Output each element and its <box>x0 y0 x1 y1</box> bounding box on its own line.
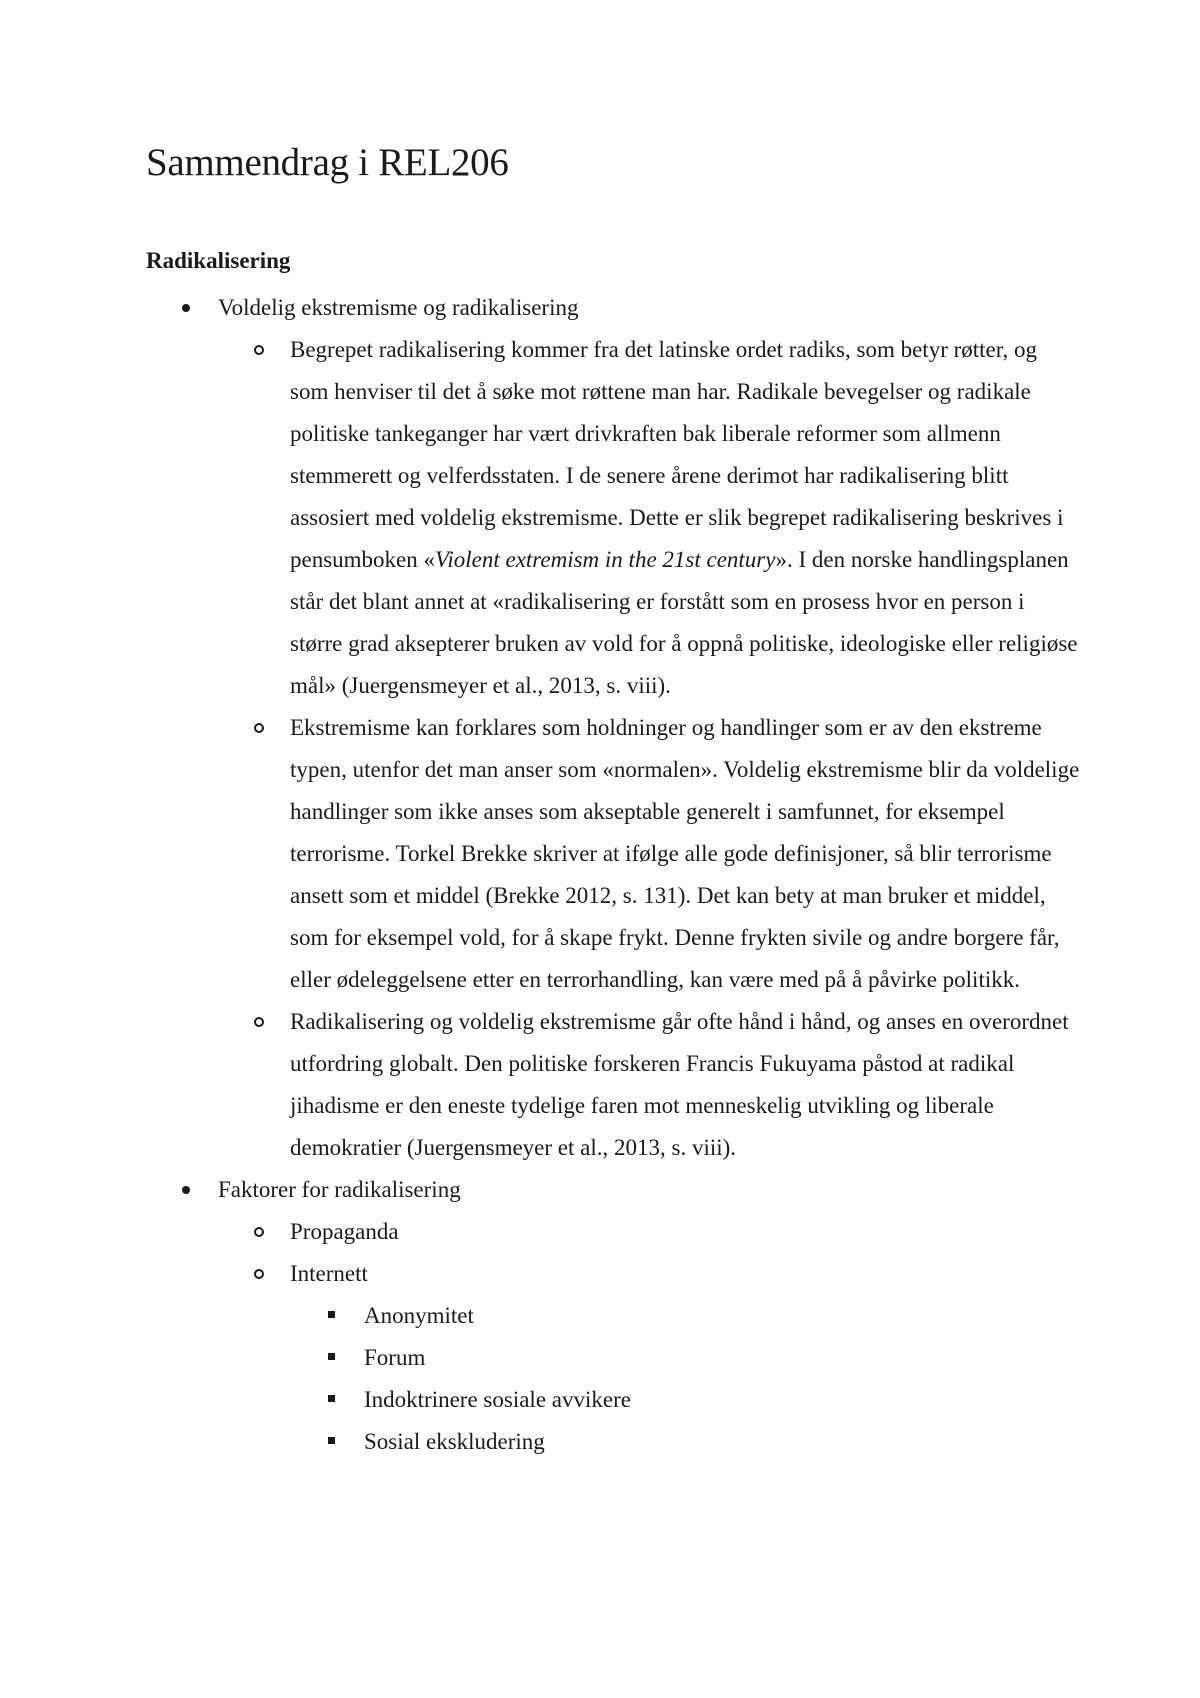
sub-sub-item <box>290 1421 1066 1463</box>
sub-item-internett <box>218 1253 1066 1463</box>
bullet-circle-icon <box>254 1017 264 1027</box>
paragraph-text <box>290 329 1080 707</box>
bullet-circle-icon <box>254 1227 264 1237</box>
paragraph-text: Radikalisering og voldelig ekstremisme går ofte hånd i hånd, og anses en overordnet utfordring globalt. Den politiske forskeren Francis Fukuyama påstod at radikal jihadisme er den eneste tydelige faren mot menneskelig utvikling og liberale demokratier (Juergensmeyer et al., 2013, s. viii). <box>290 1009 1069 1160</box>
sub-sub-item-label: Indoktrinere sosiale avvikere <box>364 1387 631 1412</box>
section-heading: Radikalisering <box>146 248 291 273</box>
sub-item-label: Propaganda <box>290 1219 399 1244</box>
bullet-square-icon <box>328 1395 335 1402</box>
sub-sub-item <box>290 1379 1066 1421</box>
sub-item-radikalisering <box>218 1001 1069 1169</box>
sub-sub-bullet-list <box>290 1295 1066 1463</box>
list-item-voldelig-ekstremisme <box>146 287 1080 1169</box>
paragraph-part: ». I den norske handlingsplanen står det blant annet at «radikalisering er forstått som en prosess hvor en person i større grad aksepterer bruken av vold for å oppnå politiske, ideologiske eller religiøse mål» (Juergensmeyer et al., 2013, s. viii). <box>290 547 1078 698</box>
bullet-square-icon <box>328 1437 335 1444</box>
sub-sub-item-label: Anonymitet <box>364 1303 474 1328</box>
bullet-square-icon <box>328 1353 335 1360</box>
list-item-label: Faktorer for radikalisering <box>218 1177 461 1202</box>
sub-item-label: Internett <box>290 1261 368 1286</box>
list-item-label: Voldelig ekstremisme og radikalisering <box>218 295 579 320</box>
bullet-square-icon <box>328 1311 335 1318</box>
bullet-circle-icon <box>254 345 264 355</box>
sub-bullet-list <box>218 329 1080 1169</box>
bullet-dot-icon <box>182 1186 190 1194</box>
main-bullet-list <box>146 287 1080 1463</box>
bullet-circle-icon <box>254 1269 264 1279</box>
sub-item-propaganda <box>218 1211 1066 1253</box>
list-item-faktorer <box>146 1169 1066 1463</box>
sub-item-ekstremisme <box>218 707 1080 1001</box>
sub-sub-item <box>290 1295 1066 1337</box>
sub-sub-item <box>290 1337 1066 1379</box>
document-title: Sammendrag i REL206 <box>146 141 509 184</box>
paragraph-text: Ekstremisme kan forklares som holdninger og handlinger som er av den ekstreme typen, utenfor det man anser som «normalen». Voldelig ekstremisme blir da voldelige handlinger som ikke anses som akseptable generelt i samfunnet, for eksempel terrorisme. Torkel Brekke skriver at ifølge alle gode definisjoner, så blir terrorisme ansett som et middel (Brekke 2012, s. 131). Det kan bety at man bruker et middel, som for eksempel vold, for å skape frykt. Denne frykten sivile og andre borgere får, eller ødeleggelsene etter en terrorhandling, kan være med på å påvirke politikk. <box>290 715 1080 992</box>
sub-item-begrepet <box>218 329 1078 707</box>
sub-sub-item-label: Sosial ekskludering <box>364 1429 545 1454</box>
book-title-italic: Violent extremism in the 21st century <box>435 547 776 572</box>
bullet-circle-icon <box>254 723 264 733</box>
sub-bullet-list <box>218 1211 1066 1463</box>
paragraph-part: Begrepet radikalisering kommer fra det latinske ordet radiks, som betyr røtter, og som henviser til det å søke mot røttene man har. Radikale bevegelser og radikale politiske tankeganger har vært drivkraften bak liberale reformer som allmenn stemmerett og velferdsstaten. I de senere årene derimot har radikalisering blitt assosiert med voldelig ekstremisme. Dette er slik begrepet radikalisering beskrives i pensumboken « <box>290 337 1064 572</box>
sub-sub-item-label: Forum <box>364 1345 426 1370</box>
bullet-dot-icon <box>182 304 190 312</box>
